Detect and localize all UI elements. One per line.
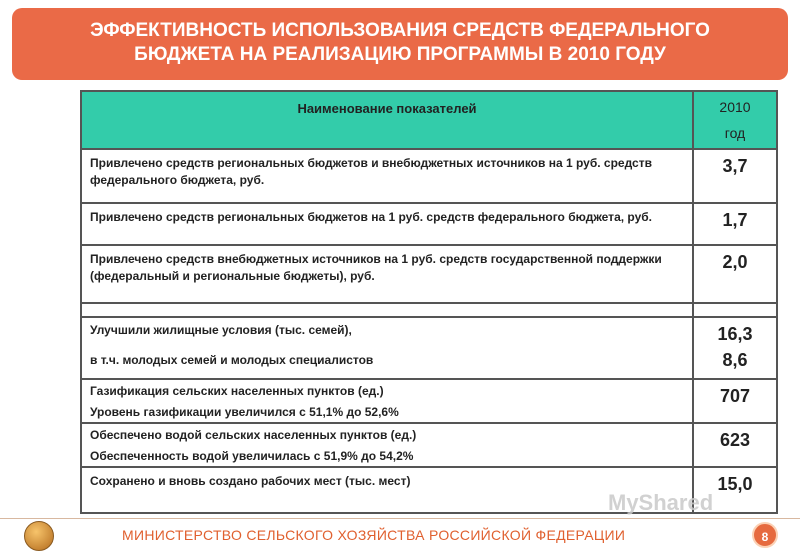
indicators-table: [80, 90, 778, 514]
row-label: [82, 380, 692, 422]
row-label: [82, 318, 692, 378]
row-value: 15,0: [692, 468, 776, 512]
row-label: Привлечено средств региональных бюджетов и внебюджетных источников на 1 руб. средств федерального бюджета, руб.: [90, 156, 652, 187]
row-value: [692, 318, 776, 378]
row-label: Сохранено и вновь создано рабочих мест (тыс. мест): [90, 474, 411, 488]
table-row: [82, 204, 776, 246]
row-label-line1: Обеспечено водой сельских населенных пунктов (ед.): [90, 428, 417, 442]
row-value-1: 16,3: [717, 324, 753, 344]
watermark-logo: MyShared: [608, 490, 714, 515]
row-value: 1,7: [692, 204, 776, 244]
row-label: [82, 424, 692, 466]
row-value: 2,0: [692, 246, 776, 302]
table-row: [82, 246, 776, 304]
table-row: [82, 380, 776, 424]
title-line-2: БЮДЖЕТА НА РЕАЛИЗАЦИЮ ПРОГРАММЫ В 2010 ГОДУ: [134, 44, 666, 65]
row-label-line2: Уровень газификации увеличился с 51,1% до 52,6%: [90, 405, 399, 419]
table-row: [82, 424, 776, 468]
row-value: 3,7: [692, 150, 776, 202]
row-value: 623: [692, 424, 776, 466]
header-name: Наименование показателей: [297, 101, 477, 116]
header-year-line1: 2010: [719, 99, 751, 115]
row-value: 707: [692, 380, 776, 422]
row-label-line1: Улучшили жилищные условия (тыс. семей),: [90, 323, 352, 337]
footer-ministry-name: МИНИСТЕРСТВО СЕЛЬСКОГО ХОЗЯЙСТВА РОССИЙСКОЙ ФЕДЕРАЦИИ: [122, 527, 626, 543]
table-row: [82, 318, 776, 380]
ministry-emblem-icon: [24, 521, 54, 551]
row-label: Привлечено средств региональных бюджетов на 1 руб. средств федерального бюджета, руб.: [90, 210, 652, 224]
header-year-line2: год: [724, 125, 746, 141]
title-line-1: ЭФФЕКТИВНОСТЬ ИСПОЛЬЗОВАНИЯ СРЕДСТВ ФЕДЕРАЛЬНОГО: [90, 20, 710, 41]
header-year: [692, 92, 776, 148]
slide-title: [12, 8, 788, 80]
row-label-line2: в т.ч. молодых семей и молодых специалистов: [90, 353, 374, 367]
table-spacer-row: [82, 304, 776, 318]
footer-divider: [0, 518, 800, 519]
row-label-line1: Газификация сельских населенных пунктов (ед.): [90, 384, 384, 398]
row-label: Привлечено средств внебюджетных источников на 1 руб. средств государственной поддержки (федеральный и региональные бюджеты), руб.: [90, 252, 662, 283]
table-header-row: [82, 92, 776, 150]
table-row: [82, 150, 776, 204]
row-value-2: 8,6: [722, 350, 748, 370]
page-number-badge: 8: [752, 522, 778, 548]
row-label-line2: Обеспеченность водой увеличилась с 51,9% до 54,2%: [90, 449, 414, 463]
